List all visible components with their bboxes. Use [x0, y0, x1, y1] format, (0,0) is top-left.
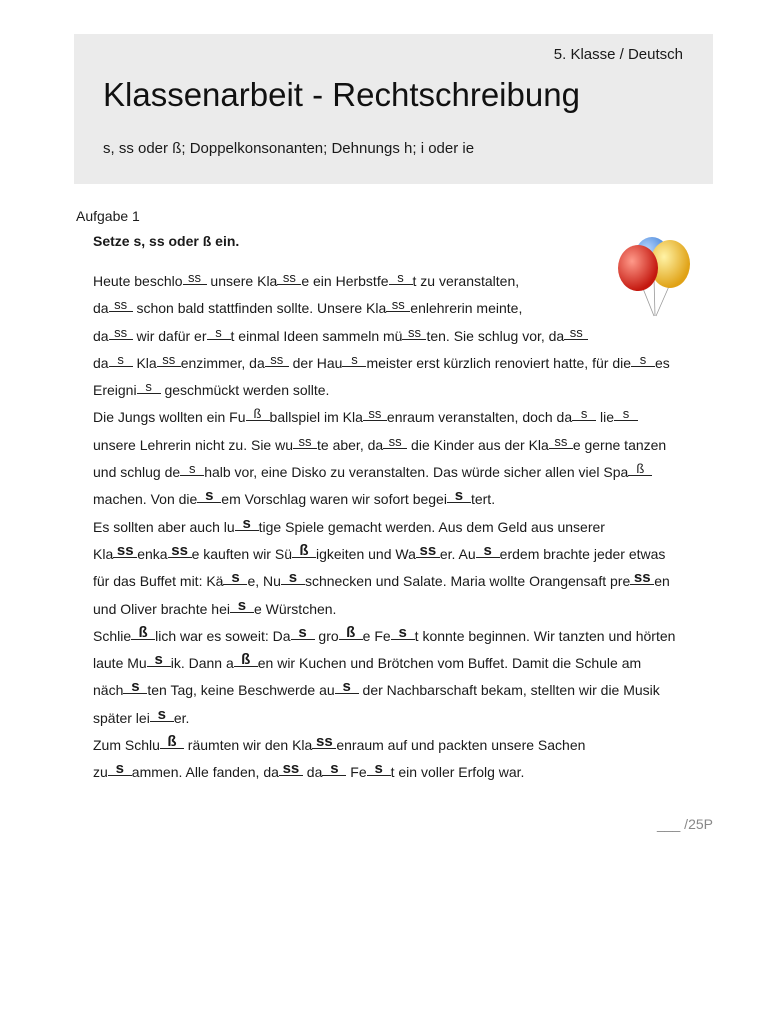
answer-blank[interactable]: ss: [416, 545, 440, 558]
text-line: [93, 705, 703, 732]
answer-blank[interactable]: s: [137, 381, 161, 394]
text-line: [93, 650, 703, 677]
text-line: [93, 514, 703, 541]
text-segment: Es sollten aber auch lu: [93, 518, 235, 535]
answer-blank[interactable]: ß: [292, 545, 316, 558]
answer-blank[interactable]: s: [147, 654, 171, 667]
text-segment: te aber, da: [317, 436, 384, 453]
text-line: [93, 541, 703, 568]
text-segment: Heute beschlo: [93, 273, 183, 289]
answer-blank[interactable]: ß: [339, 627, 363, 640]
text-segment: schnecken und Salate. Maria wollte Orangensaft pre: [304, 573, 631, 590]
answer-blank[interactable]: ss: [363, 408, 387, 421]
answer-blank[interactable]: ß: [131, 627, 155, 640]
text-segment: ballspiel im Kla: [269, 409, 363, 426]
page-title: Klassenarbeit - Rechtschreibung: [103, 76, 580, 113]
text-segment: unsere Lehrerin nicht zu. Sie wu: [93, 436, 293, 453]
answer-blank[interactable]: s: [322, 763, 346, 776]
text-segment: machen. Von die: [93, 491, 198, 508]
text-segment: gro: [314, 627, 339, 644]
answer-blank[interactable]: s: [291, 627, 315, 640]
text-segment: e, Nu: [247, 573, 281, 590]
text-segment: ten Tag, keine Beschwerde au: [147, 682, 335, 699]
text-segment: da: [93, 300, 109, 317]
text-segment: der Hau: [288, 354, 343, 371]
answer-blank[interactable]: ss: [279, 763, 303, 776]
text-line: [93, 459, 703, 486]
text-segment: t zu veranstalten,: [412, 273, 520, 289]
text-segment: es: [655, 354, 670, 371]
answer-blank[interactable]: s: [389, 272, 413, 285]
answer-blank[interactable]: s: [476, 545, 500, 558]
text-segment: räumten wir den Kla: [183, 737, 313, 754]
text-line: [93, 759, 703, 786]
text-segment: tige Spiele gemacht werden. Aus dem Geld aus unserer: [258, 518, 605, 535]
text-line: [93, 623, 703, 650]
text-segment: wir dafür er: [132, 327, 207, 344]
task-label: Aufgabe 1: [76, 208, 140, 224]
answer-blank[interactable]: ss: [109, 327, 133, 340]
text-segment: da: [93, 354, 109, 371]
text-line: [93, 432, 703, 459]
answer-blank[interactable]: s: [109, 354, 133, 367]
text-line: [93, 677, 703, 704]
answer-blank[interactable]: s: [335, 681, 359, 694]
text-segment: meister erst kürzlich renoviert hatte, für die: [366, 354, 631, 371]
answer-blank[interactable]: s: [572, 408, 596, 421]
answer-blank[interactable]: s: [223, 572, 247, 585]
topic-subtitle: s, ss oder ß; Doppelkonsonanten; Dehnungs h; i oder ie: [103, 140, 475, 157]
answer-blank[interactable]: ß: [628, 463, 652, 476]
answer-blank[interactable]: ss: [265, 354, 289, 367]
answer-blank[interactable]: ss: [564, 327, 588, 340]
answer-blank[interactable]: ß: [160, 736, 184, 749]
text-segment: da: [302, 764, 323, 781]
answer-blank[interactable]: s: [281, 572, 305, 585]
text-segment: t einmal Ideen sammeln mü: [230, 327, 403, 344]
text-segment: der Nachbarschaft bekam, stellten wir die Musik: [358, 682, 660, 699]
answer-blank[interactable]: ss: [383, 436, 407, 449]
answer-blank[interactable]: s: [123, 681, 147, 694]
text-segment: e ein Herbstfe: [301, 273, 389, 289]
text-segment: enlehrerin meinte,: [410, 300, 523, 317]
answer-blank[interactable]: ß: [246, 408, 270, 421]
answer-blank[interactable]: s: [197, 490, 221, 503]
text-line: [93, 404, 703, 431]
text-segment: en: [654, 573, 670, 590]
text-line: [93, 268, 703, 295]
text-segment: e gerne tanzen: [572, 436, 667, 453]
text-segment: Zum Schlu: [93, 737, 160, 754]
answer-blank[interactable]: s: [342, 354, 366, 367]
text-segment: e Fe: [362, 627, 391, 644]
answer-blank[interactable]: ß: [234, 654, 258, 667]
answer-blank[interactable]: s: [150, 709, 174, 722]
answer-blank[interactable]: ss: [183, 272, 207, 285]
text-segment: schon bald stattfinden sollte. Unsere Kla: [132, 300, 387, 317]
text-line: [93, 568, 703, 595]
text-segment: em Vorschlag waren wir sofort begei: [221, 491, 447, 508]
text-line: [93, 295, 703, 322]
text-segment: ten. Sie schlug vor, da: [426, 327, 565, 344]
text-line: [93, 732, 703, 759]
header-box: [74, 34, 713, 184]
answer-blank[interactable]: ss: [312, 736, 336, 749]
text-segment: er. Au: [439, 545, 476, 562]
answer-blank[interactable]: s: [108, 763, 132, 776]
text-segment: halb vor, eine Disko zu veranstalten. Das würde sicher allen viel Spa: [204, 464, 629, 481]
text-segment: ammen. Alle fanden, da: [131, 764, 279, 781]
text-segment: enraum veranstalten, doch da: [386, 409, 573, 426]
text-segment: enka: [137, 545, 168, 562]
text-segment: Die Jungs wollten ein Fu: [93, 409, 246, 426]
answer-blank[interactable]: ss: [549, 436, 573, 449]
task-instruction: Setze s, ss oder ß ein.: [93, 233, 240, 249]
text-segment: lie: [596, 409, 615, 426]
answer-blank[interactable]: s: [207, 327, 231, 340]
text-segment: unsere Kla: [206, 273, 278, 289]
answer-blank[interactable]: s: [631, 354, 655, 367]
text-line: [93, 350, 703, 377]
text-segment: da: [93, 327, 109, 344]
text-segment: en wir Kuchen und Brötchen vom Buffet. Damit die Schule am: [257, 655, 642, 672]
text-line: [93, 377, 703, 404]
text-segment: e Würstchen.: [253, 600, 337, 617]
answer-blank[interactable]: ss: [386, 299, 410, 312]
text-segment: Kla: [93, 545, 114, 562]
answer-blank[interactable]: ss: [293, 436, 317, 449]
text-segment: für das Buffet mit: Kä: [93, 573, 224, 590]
text-segment: lich war es soweit: Da: [155, 627, 291, 644]
answer-blank[interactable]: ss: [630, 572, 654, 585]
text-segment: e kauften wir Sü: [191, 545, 292, 562]
answer-blank[interactable]: s: [447, 490, 471, 503]
text-segment: Fe: [346, 764, 367, 781]
answer-blank[interactable]: ss: [113, 545, 137, 558]
answer-blank[interactable]: ss: [277, 272, 301, 285]
answer-blank[interactable]: s: [614, 408, 638, 421]
answer-blank[interactable]: s: [230, 600, 254, 613]
answer-blank[interactable]: s: [235, 518, 259, 531]
answer-blank[interactable]: s: [180, 463, 204, 476]
answer-blank[interactable]: ss: [157, 354, 181, 367]
text-segment: geschmückt werden sollte.: [160, 382, 330, 399]
text-segment: näch: [93, 682, 124, 699]
text-segment: t konnte beginnen. Wir tanzten und hörten: [414, 627, 676, 644]
text-line: [93, 486, 703, 513]
text-segment: ik. Dann a: [170, 655, 234, 672]
text-line: [93, 323, 703, 350]
text-segment: tert.: [470, 491, 496, 508]
text-segment: er.: [173, 709, 190, 726]
text-line: [93, 596, 703, 623]
text-segment: Kla: [132, 354, 157, 371]
answer-blank[interactable]: ss: [168, 545, 192, 558]
text-segment: laute Mu: [93, 655, 147, 672]
text-segment: enzimmer, da: [180, 354, 265, 371]
text-segment: Schlie: [93, 627, 132, 644]
text-segment: und schlug de: [93, 464, 181, 481]
answer-blank[interactable]: ss: [402, 327, 426, 340]
answer-blank[interactable]: s: [391, 627, 415, 640]
exercise-text: [93, 268, 703, 787]
score-field[interactable]: ___ /25P: [656, 816, 713, 832]
text-segment: später lei: [93, 709, 150, 726]
text-segment: und Oliver brachte hei: [93, 600, 230, 617]
text-segment: t ein voller Erfolg war.: [390, 764, 525, 781]
text-segment: enraum auf und packten unsere Sachen: [336, 737, 586, 754]
answer-blank[interactable]: s: [367, 763, 391, 776]
grade-label: 5. Klasse / Deutsch: [553, 46, 683, 63]
answer-blank[interactable]: ss: [109, 299, 133, 312]
text-segment: erdem brachte jeder etwas: [499, 545, 666, 562]
text-segment: Ereigni: [93, 382, 137, 399]
text-segment: igkeiten und Wa: [315, 545, 416, 562]
text-segment: die Kinder aus der Kla: [407, 436, 549, 453]
text-segment: zu: [93, 764, 108, 781]
